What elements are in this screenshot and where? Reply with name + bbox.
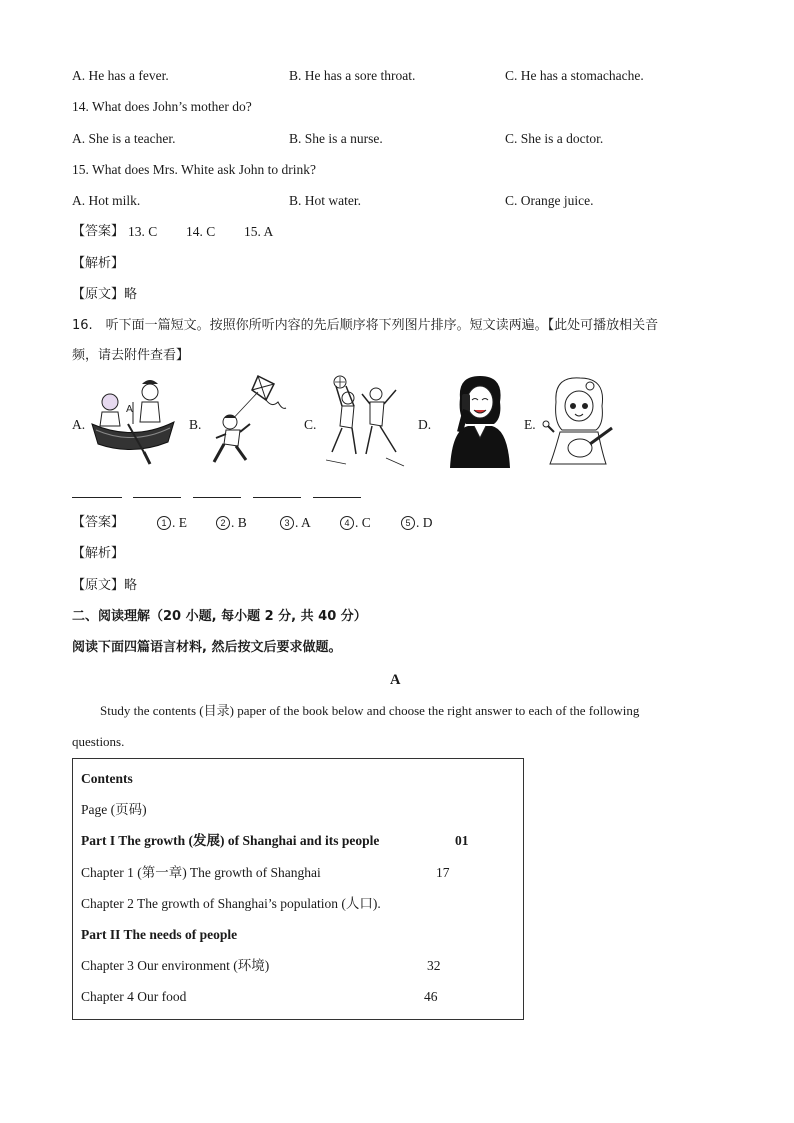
toc-row-chapter4-page: 46 xyxy=(424,989,438,1004)
picture-letter-e: E. xyxy=(524,417,536,432)
q16-instruction-line2: 频，请去附件查看】 xyxy=(72,348,190,363)
q15-option-b: B. Hot water. xyxy=(289,193,361,208)
analysis2-label: 【解析】 xyxy=(72,546,125,561)
woman-phone-icon xyxy=(448,372,512,468)
toc-row-chapter3: Chapter 3 Our environment (环境) xyxy=(81,958,270,973)
q15-question: 15. What does Mrs. White ask John to drink? xyxy=(72,162,316,177)
boy-kite-icon xyxy=(206,372,288,468)
picture-letter-b: B. xyxy=(189,417,202,432)
answer-15: 15. A xyxy=(244,224,274,239)
answer16-item-4: 4 . C xyxy=(340,514,371,532)
q13-option-c: C. He has a stomachache. xyxy=(505,68,644,83)
q13-option-b: B. He has a sore throat. xyxy=(289,68,416,83)
toc-row-part1-page: 01 xyxy=(455,833,469,848)
q14-question: 14. What does John’s mother do? xyxy=(72,99,252,114)
q15-option-a: A. Hot milk. xyxy=(72,193,141,208)
toc-row-chapter1: Chapter 1 (第一章) The growth of Shanghai xyxy=(81,865,321,880)
q15-option-c: C. Orange juice. xyxy=(505,193,594,208)
answer-14: 14. C xyxy=(186,224,216,239)
answer-label: 【答案】 xyxy=(72,224,125,239)
section2-heading: 二、阅读理解（20 小题, 每小题 2 分, 共 40 分） xyxy=(72,609,367,624)
original2-label: 【原文】略 xyxy=(72,578,138,593)
boat-children-icon xyxy=(88,372,178,468)
contents-title: Contents xyxy=(81,771,133,786)
picture-letter-c: C. xyxy=(304,417,317,432)
original-text-label: 【原文】略 xyxy=(72,287,138,302)
answer16-item-2: 2 . B xyxy=(216,514,247,532)
contents-box xyxy=(72,758,524,1020)
answer2-label: 【答案】 xyxy=(72,515,125,530)
answer-blank-1[interactable] xyxy=(72,497,122,498)
girl-guitar-icon xyxy=(540,372,616,468)
q16-instruction-line1: 16. 听下面一篇短文。按照你所听内容的先后顺序将下列图片排序。短文读两遍。【此处可播放相关音 xyxy=(72,318,659,333)
q14-option-c: C. She is a doctor. xyxy=(505,131,604,146)
answer-13: 13. C xyxy=(128,224,158,239)
toc-row-chapter1-page: 17 xyxy=(436,865,450,880)
q14-option-a: A. She is a teacher. xyxy=(72,131,176,146)
q14-option-b: B. She is a nurse. xyxy=(289,131,383,146)
toc-row-chapter3-page: 32 xyxy=(427,958,441,973)
answer-blank-4[interactable] xyxy=(253,497,301,498)
passage-intro-line2: questions. xyxy=(72,734,125,749)
answer-blank-3[interactable] xyxy=(193,497,241,498)
svg-text:A: A xyxy=(126,404,133,415)
passage-intro-line1: Study the contents (目录) paper of the book below and choose the right answer to each of the following xyxy=(100,703,640,718)
answer-blank-2[interactable] xyxy=(133,497,181,498)
answer-blank-5[interactable] xyxy=(313,497,361,498)
section2-instruction: 阅读下面四篇语言材料, 然后按文后要求做题。 xyxy=(72,640,342,655)
answer16-item-5: 5 . D xyxy=(401,514,433,532)
toc-row-part1: Part I The growth (发展) of Shanghai and its people xyxy=(81,833,380,848)
kids-playing-ball-icon xyxy=(326,372,406,468)
q13-option-a: A. He has a fever. xyxy=(72,68,169,83)
picture-letter-d: D. xyxy=(418,417,432,432)
picture-letter-a: A. xyxy=(72,417,86,432)
passage-letter: A xyxy=(390,672,401,688)
analysis-label: 【解析】 xyxy=(72,256,125,271)
contents-page-label: Page (页码) xyxy=(81,802,147,817)
toc-row-chapter4: Chapter 4 Our food xyxy=(81,989,187,1004)
toc-row-part2: Part II The needs of people xyxy=(81,927,238,942)
toc-row-chapter2: Chapter 2 The growth of Shanghai’s population (人口). xyxy=(81,896,381,911)
answer16-item-3: 3 . A xyxy=(280,514,311,532)
answer16-item-1: 1 . E xyxy=(157,514,187,532)
